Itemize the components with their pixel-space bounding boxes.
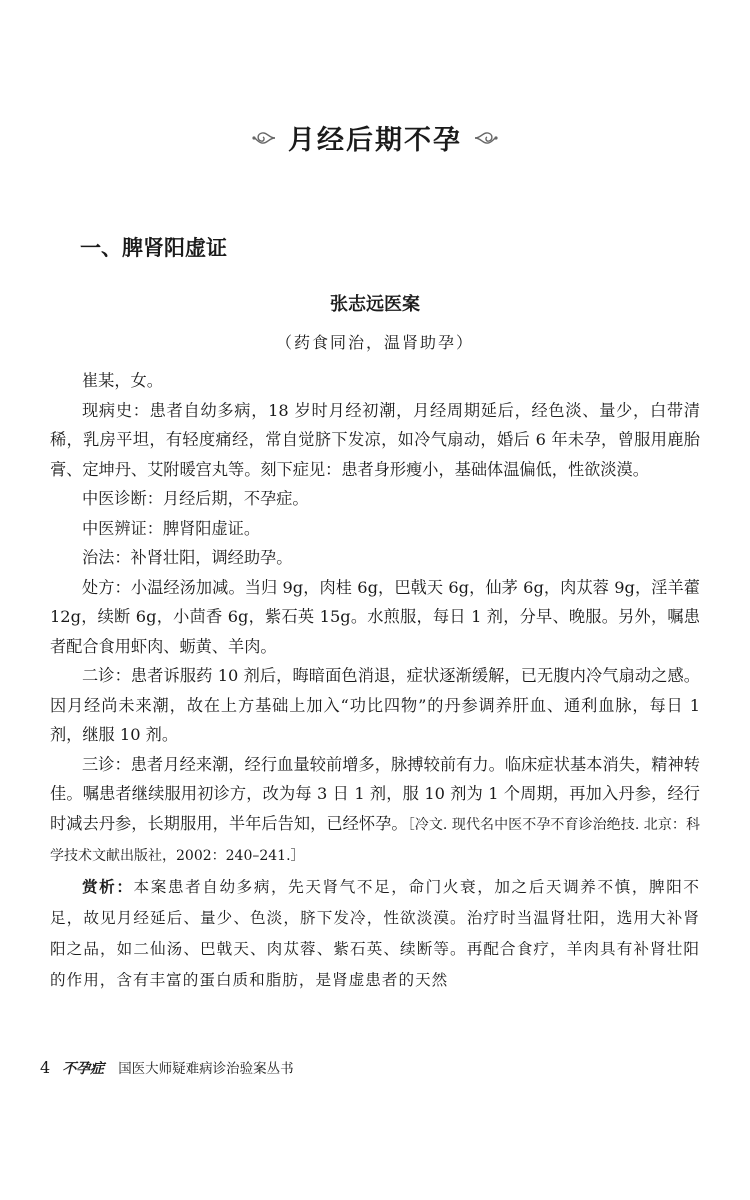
reference-citation: ［冷文. 现代名中医不孕不育诊治绝技. 北京：科学技术文献出版社，2002：240–241.］ [50, 816, 700, 864]
chapter-title: 月经后期不孕 [288, 125, 462, 156]
third-visit-text: 三诊：患者月经来潮，经行血量较前增多，脉搏较前有力。临床症状基本消失，精神转佳。嘱患者继续服用初诊方，改为每 3 日 1 剂，服 10 剂为 1 个周期，再加入丹参，经行时减去丹参，长期服用，半年后告知，已经怀孕。 [50, 754, 700, 833]
paragraph-patient: 崔某，女。 [82, 371, 163, 390]
paragraph-third-visit [50, 750, 700, 872]
page-footer [40, 1057, 294, 1078]
commentary-text: 本案患者自幼多病，先天肾气不足，命门火衰，加之后天调养不慎，脾阳不足，故见月经延后、量少、色淡，脐下发冷，性欲淡漠。治疗时当温肾壮阳，选用大补肾阳之品，如二仙汤、巴戟天、肉苁蓉、紫石英、续断等。再配合食疗，羊肉具有补肾壮阳的作用，含有丰富的蛋白质和脂肪，是肾虚患者的天然 [50, 877, 700, 989]
series-name: 不孕症 [62, 1061, 105, 1077]
paragraph-treatment: 治法：补肾壮阳，调经助孕。 [82, 548, 293, 567]
right-ornament-icon [473, 125, 499, 151]
book-title: 国医大师疑难病诊治验案丛书 [118, 1061, 294, 1077]
page-number: 4 [40, 1058, 51, 1077]
section-heading: 一、脾肾阳虚证 [80, 236, 227, 260]
chapter-title-block [0, 118, 750, 157]
paragraph-diagnosis: 中医诊断：月经后期，不孕症。 [82, 489, 309, 508]
paragraph-prescription: 处方：小温经汤加减。当归 9g，肉桂 6g，巴戟天 6g，仙茅 6g，肉苁蓉 9g，淫羊藿 12g，续断 6g，小茴香 6g，紫石英 15g。水煎服，每日 1 剂，分早、晚服。另外，嘱患者配合食用虾肉、蛎黄、羊肉。 [50, 577, 700, 656]
case-title: 张志远医案 [330, 294, 420, 315]
left-ornament-icon [251, 125, 277, 151]
case-subtitle: （药食同治，温肾助孕） [275, 333, 474, 352]
case-body [50, 366, 700, 996]
commentary-label: 赏析： [82, 877, 134, 896]
commentary [50, 872, 700, 996]
paragraph-second-visit: 二诊：患者诉服药 10 剂后，晦暗面色消退，症状逐渐缓解，已无腹内冷气扇动之感。因月经尚未来潮，故在上方基础上加入“功比四物”的丹参调养肝血、通利血脉，每日 1 剂，继服 10 剂。 [50, 666, 700, 744]
paragraph-syndrome: 中医辨证：脾肾阳虚证。 [82, 518, 261, 538]
paragraph-history: 现病史：患者自幼多病，18 岁时月经初潮，月经周期延后，经色淡、量少，白带清稀，乳房平坦，有轻度痛经，常自觉脐下发凉，如冷气扇动，婚后 6 年未孕，曾服用鹿胎膏、定坤丹、艾附暖宫丸等。刻下症见：患者身形瘦小，基础体温偏低，性欲淡漠。 [50, 400, 700, 479]
